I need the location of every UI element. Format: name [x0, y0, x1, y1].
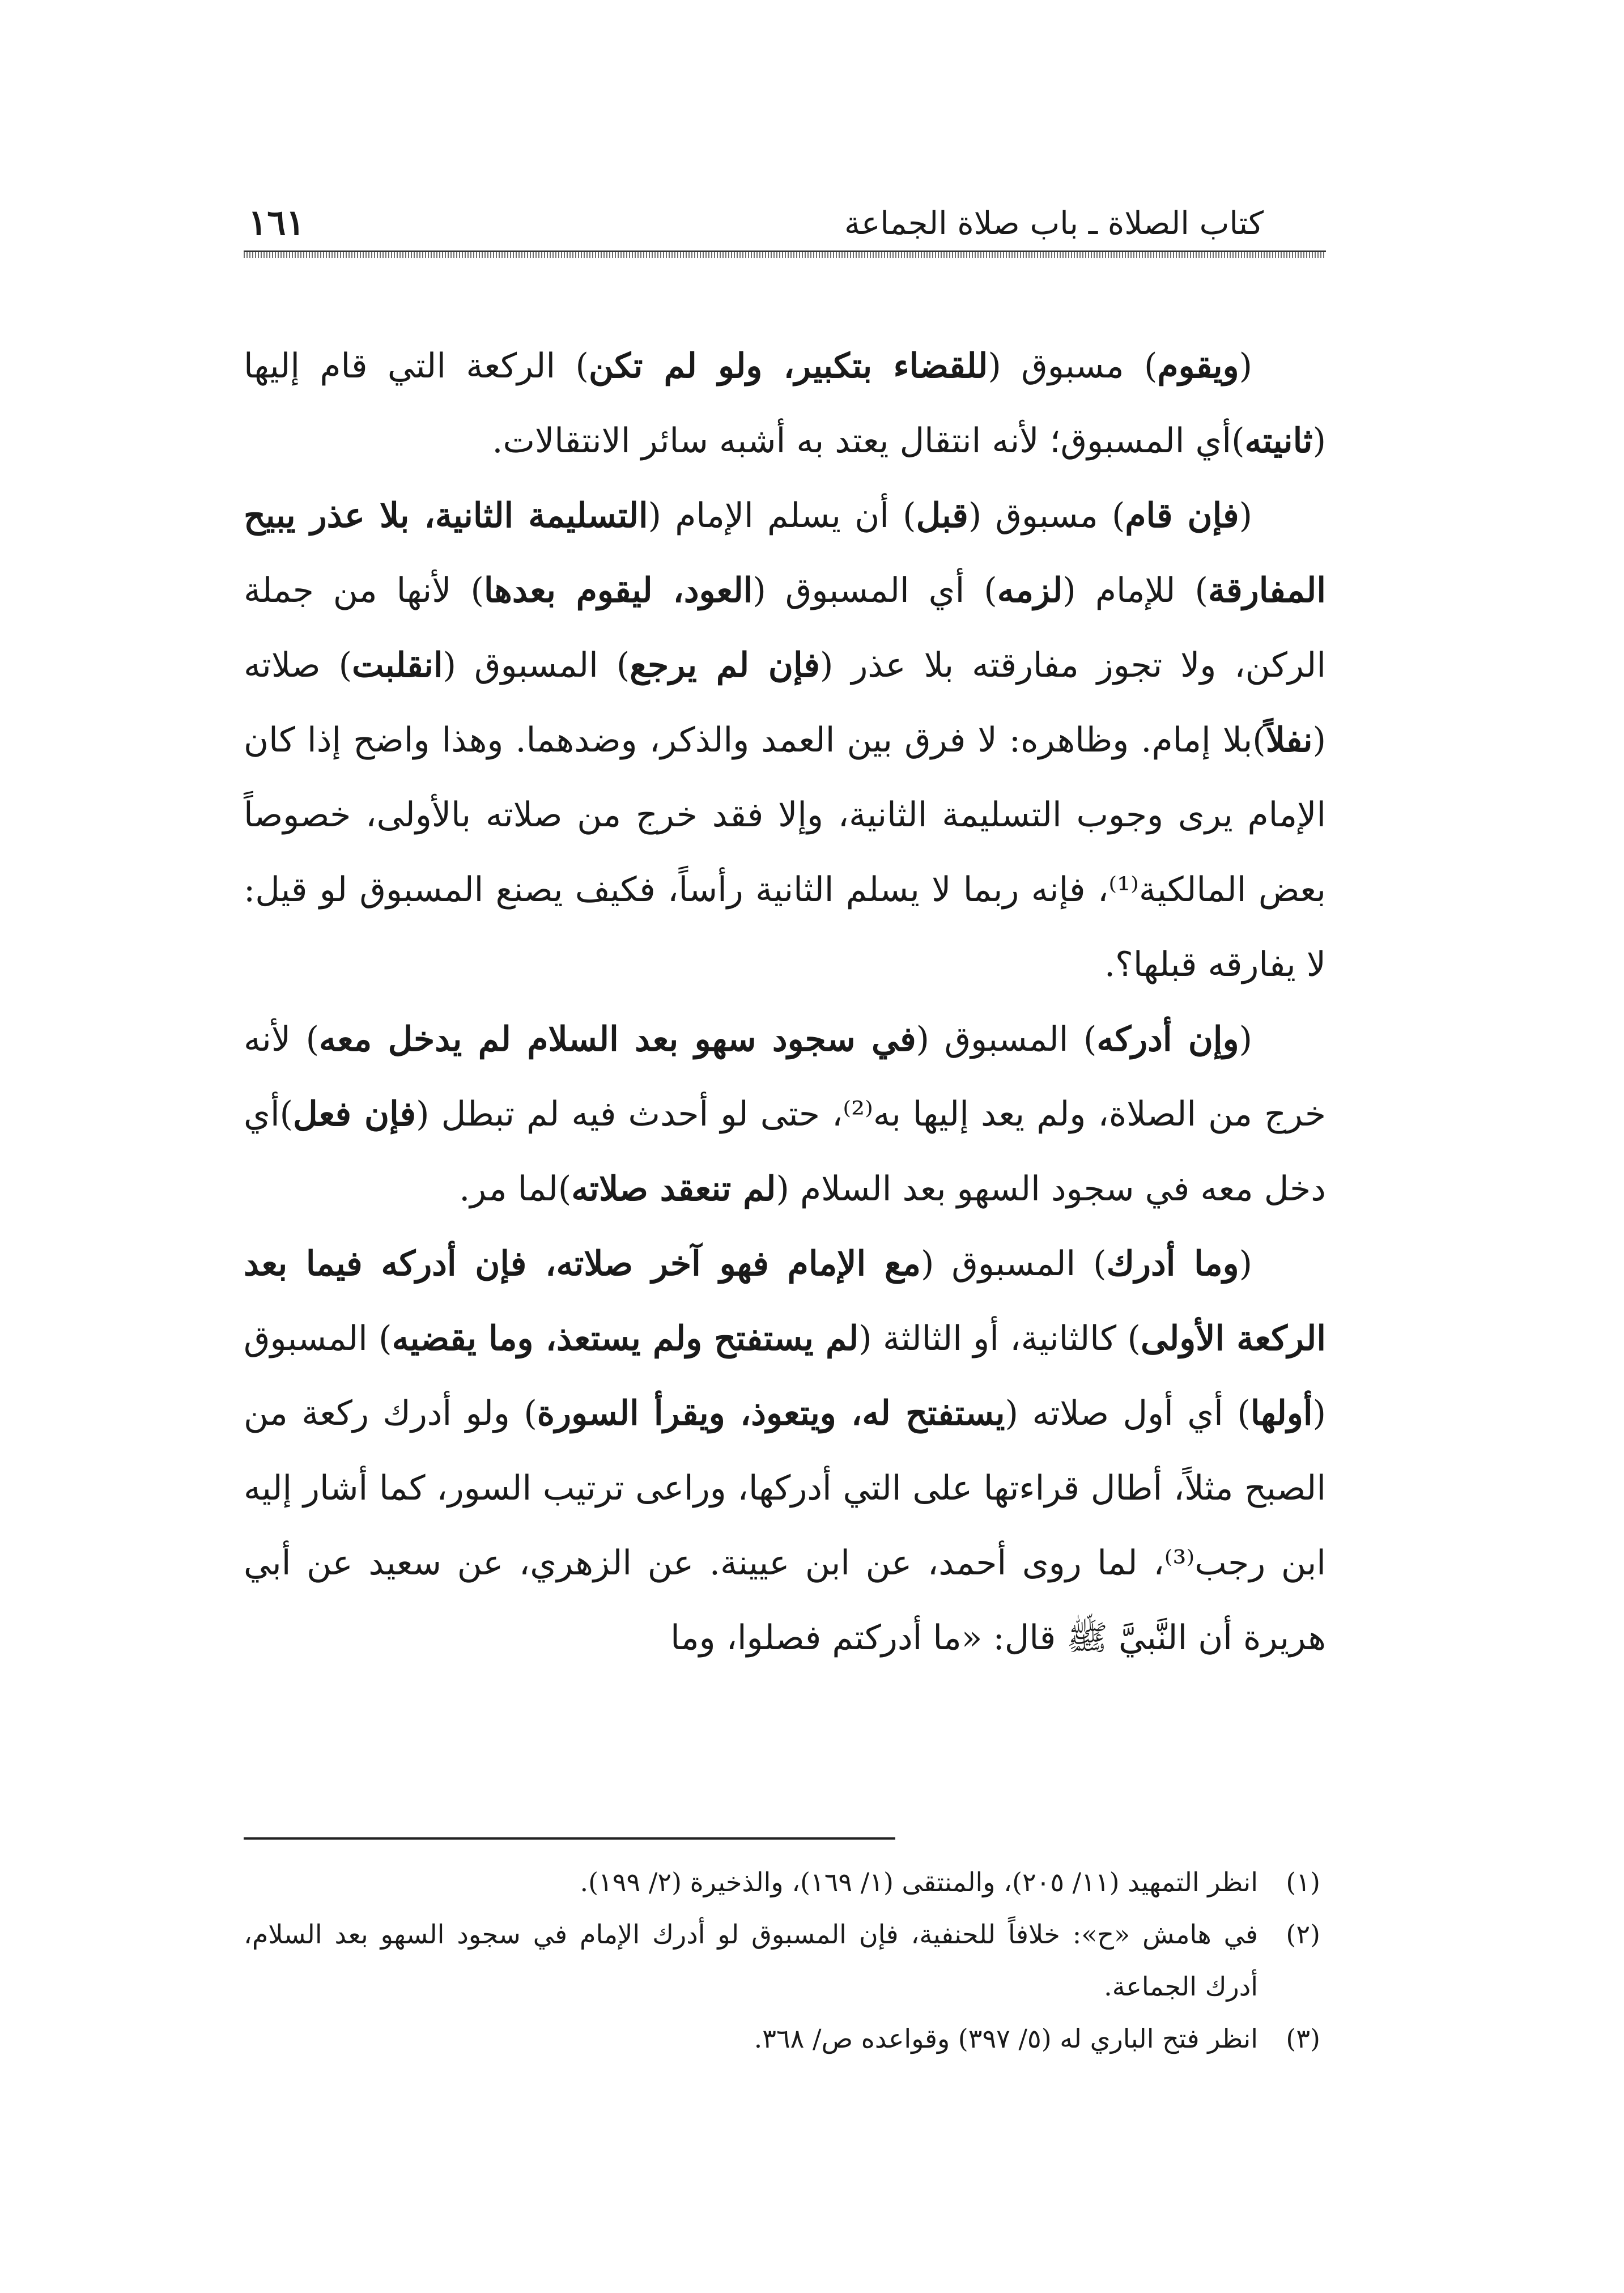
sharh-text: )لما مر.	[459, 1169, 572, 1209]
sharh-text: ) المسبوق (	[921, 1244, 1107, 1284]
paragraph	[244, 329, 1326, 478]
sharh-text: ) المسبوق (	[443, 646, 630, 685]
matn-text: مع الإمام فهو آخر صلاته، فإن أدركه فيما بعد الركعة الأولى	[244, 1244, 1327, 1358]
matn-text: نفلاً	[1265, 720, 1313, 760]
sharh-text: ) صلاته (	[244, 646, 1326, 760]
matn-text: العود، ليقوم بعدها	[483, 571, 753, 610]
sharh-text: (	[1239, 1244, 1252, 1284]
footnote	[244, 1908, 1326, 2012]
paragraph	[244, 478, 1326, 1002]
sharh-text: (	[1239, 1020, 1252, 1059]
sharh-text: ) أي أول صلاته (	[1005, 1394, 1251, 1433]
header-divider	[244, 250, 1326, 258]
footnotes	[244, 1856, 1326, 2065]
sharh-text: (	[1239, 496, 1253, 536]
sharh-text: )أي المسبوق؛ لأنه انتقال يعتد به أشبه سائر الانتقالات.	[492, 421, 1245, 461]
sharh-text: )بلا إمام. وظاهره: لا فرق بين العمد والذكر، وضدهما. وهذا واضح إذا كان الإمام يرى وجوب التسليمة الثانية، وإلا فقد خرج من صلاته بالأولى، خصوصاً بعض المالكية⁽¹⁾، فإنه ربما لا يسلم الثانية رأساً، فكيف يصنع المسبوق لو قيل: لا يفارقه قبلها؟.	[244, 720, 1326, 984]
matn-text: التسليمة الثانية، بلا عذر يبيح المفارقة	[244, 496, 1326, 610]
sharh-text: ) أي المسبوق (	[753, 571, 997, 610]
matn-text: فإن لم يرجع	[630, 646, 820, 685]
footnote	[244, 1856, 1326, 1908]
sharh-text: ) مسبوق (	[988, 346, 1158, 386]
matn-text: لم يستفتح ولم يستعذ، وما يقضيه	[392, 1319, 859, 1358]
sharh-text: (	[1239, 346, 1253, 386]
footnote-text: انظر فتح الباري له (٥/ ٣٩٧) وقواعده ص/ ٣٦٨.	[754, 2023, 1258, 2054]
footnote-number: (٢)	[1286, 1919, 1320, 1950]
matn-text: وما أدرك	[1106, 1244, 1239, 1284]
matn-text: للقضاء بتكبير، ولو لم تكن	[588, 346, 988, 386]
sharh-text: ) المسبوق (	[916, 1020, 1097, 1059]
matn-text: ثانيته	[1244, 421, 1313, 461]
sharh-text: ) أن يسلم الإمام (	[648, 496, 916, 536]
book-page	[244, 187, 1326, 2171]
sharh-text: ) المسبوق (	[244, 1319, 1326, 1433]
matn-text: أولها	[1250, 1394, 1313, 1433]
footnote-number: (١)	[1286, 1867, 1320, 1897]
main-text	[244, 329, 1326, 1675]
sharh-text: ) للإمام (	[1062, 571, 1208, 610]
matn-text: لزمه	[997, 571, 1063, 610]
sharh-text: ) مسبوق (	[968, 496, 1125, 536]
sharh-text: ) الركعة التي قام إليها (	[244, 346, 1326, 461]
paragraph	[244, 1002, 1326, 1226]
running-header	[244, 187, 1326, 249]
matn-text: فإن فعل	[293, 1094, 416, 1134]
sharh-text: )أي دخل معه في سجود السهو بعد السلام (	[244, 1094, 1326, 1209]
sharh-text: ) كالثانية، أو الثالثة (	[858, 1319, 1141, 1358]
matn-text: ويقوم	[1157, 346, 1239, 386]
footnote-divider	[244, 1837, 895, 1840]
sharh-text: ) لأنه خرج من الصلاة، ولم يعد إليها به⁽²⁾، حتى لو أحدث فيه لم تبطل (	[244, 1020, 1326, 1134]
paragraph	[244, 1226, 1326, 1675]
sharh-text: ) ولو أدرك ركعة من الصبح مثلاً، أطال قراءتها على التي أدركها، وراعى ترتيب السور، كما أشار إليه ابن رجب⁽³⁾، لما روى أحمد، عن ابن عيينة. عن الزهري، عن سعيد عن أبي هريرة أن النَّبيَّ ﷺ قال: «ما أدركتم فصلوا، وما	[244, 1394, 1326, 1658]
matn-text: فإن قام	[1125, 496, 1239, 536]
sharh-text: ) لأنها من جملة الركن، ولا تجوز مفارقته بلا عذر (	[244, 571, 1327, 685]
matn-text: لم تنعقد صلاته	[571, 1169, 776, 1209]
page-number: ١٦١	[248, 202, 305, 243]
footnote-text: في هامش «ح»: خلافاً للحنفية، فإن المسبوق لو أدرك الإمام في سجود السهو بعد السلام، أدرك الجماعة.	[244, 1919, 1258, 2002]
footnote-number: (٣)	[1286, 2023, 1320, 2054]
footnote	[244, 2012, 1326, 2065]
chapter-title: كتاب الصلاة ـ باب صلاة الجماعة	[844, 205, 1264, 242]
matn-text: وإن أدركه	[1096, 1020, 1239, 1059]
matn-text: في سجود سهو بعد السلام لم يدخل معه	[319, 1020, 916, 1059]
footnote-text: انظر التمهيد (١١/ ٢٠٥)، والمنتقى (١/ ١٦٩)، والذخيرة (٢/ ١٩٩).	[580, 1867, 1258, 1897]
matn-text: يستفتح له، ويتعوذ، ويقرأ السورة	[537, 1394, 1005, 1433]
matn-text: انقلبت	[352, 646, 443, 685]
matn-text: قبل	[916, 496, 968, 536]
